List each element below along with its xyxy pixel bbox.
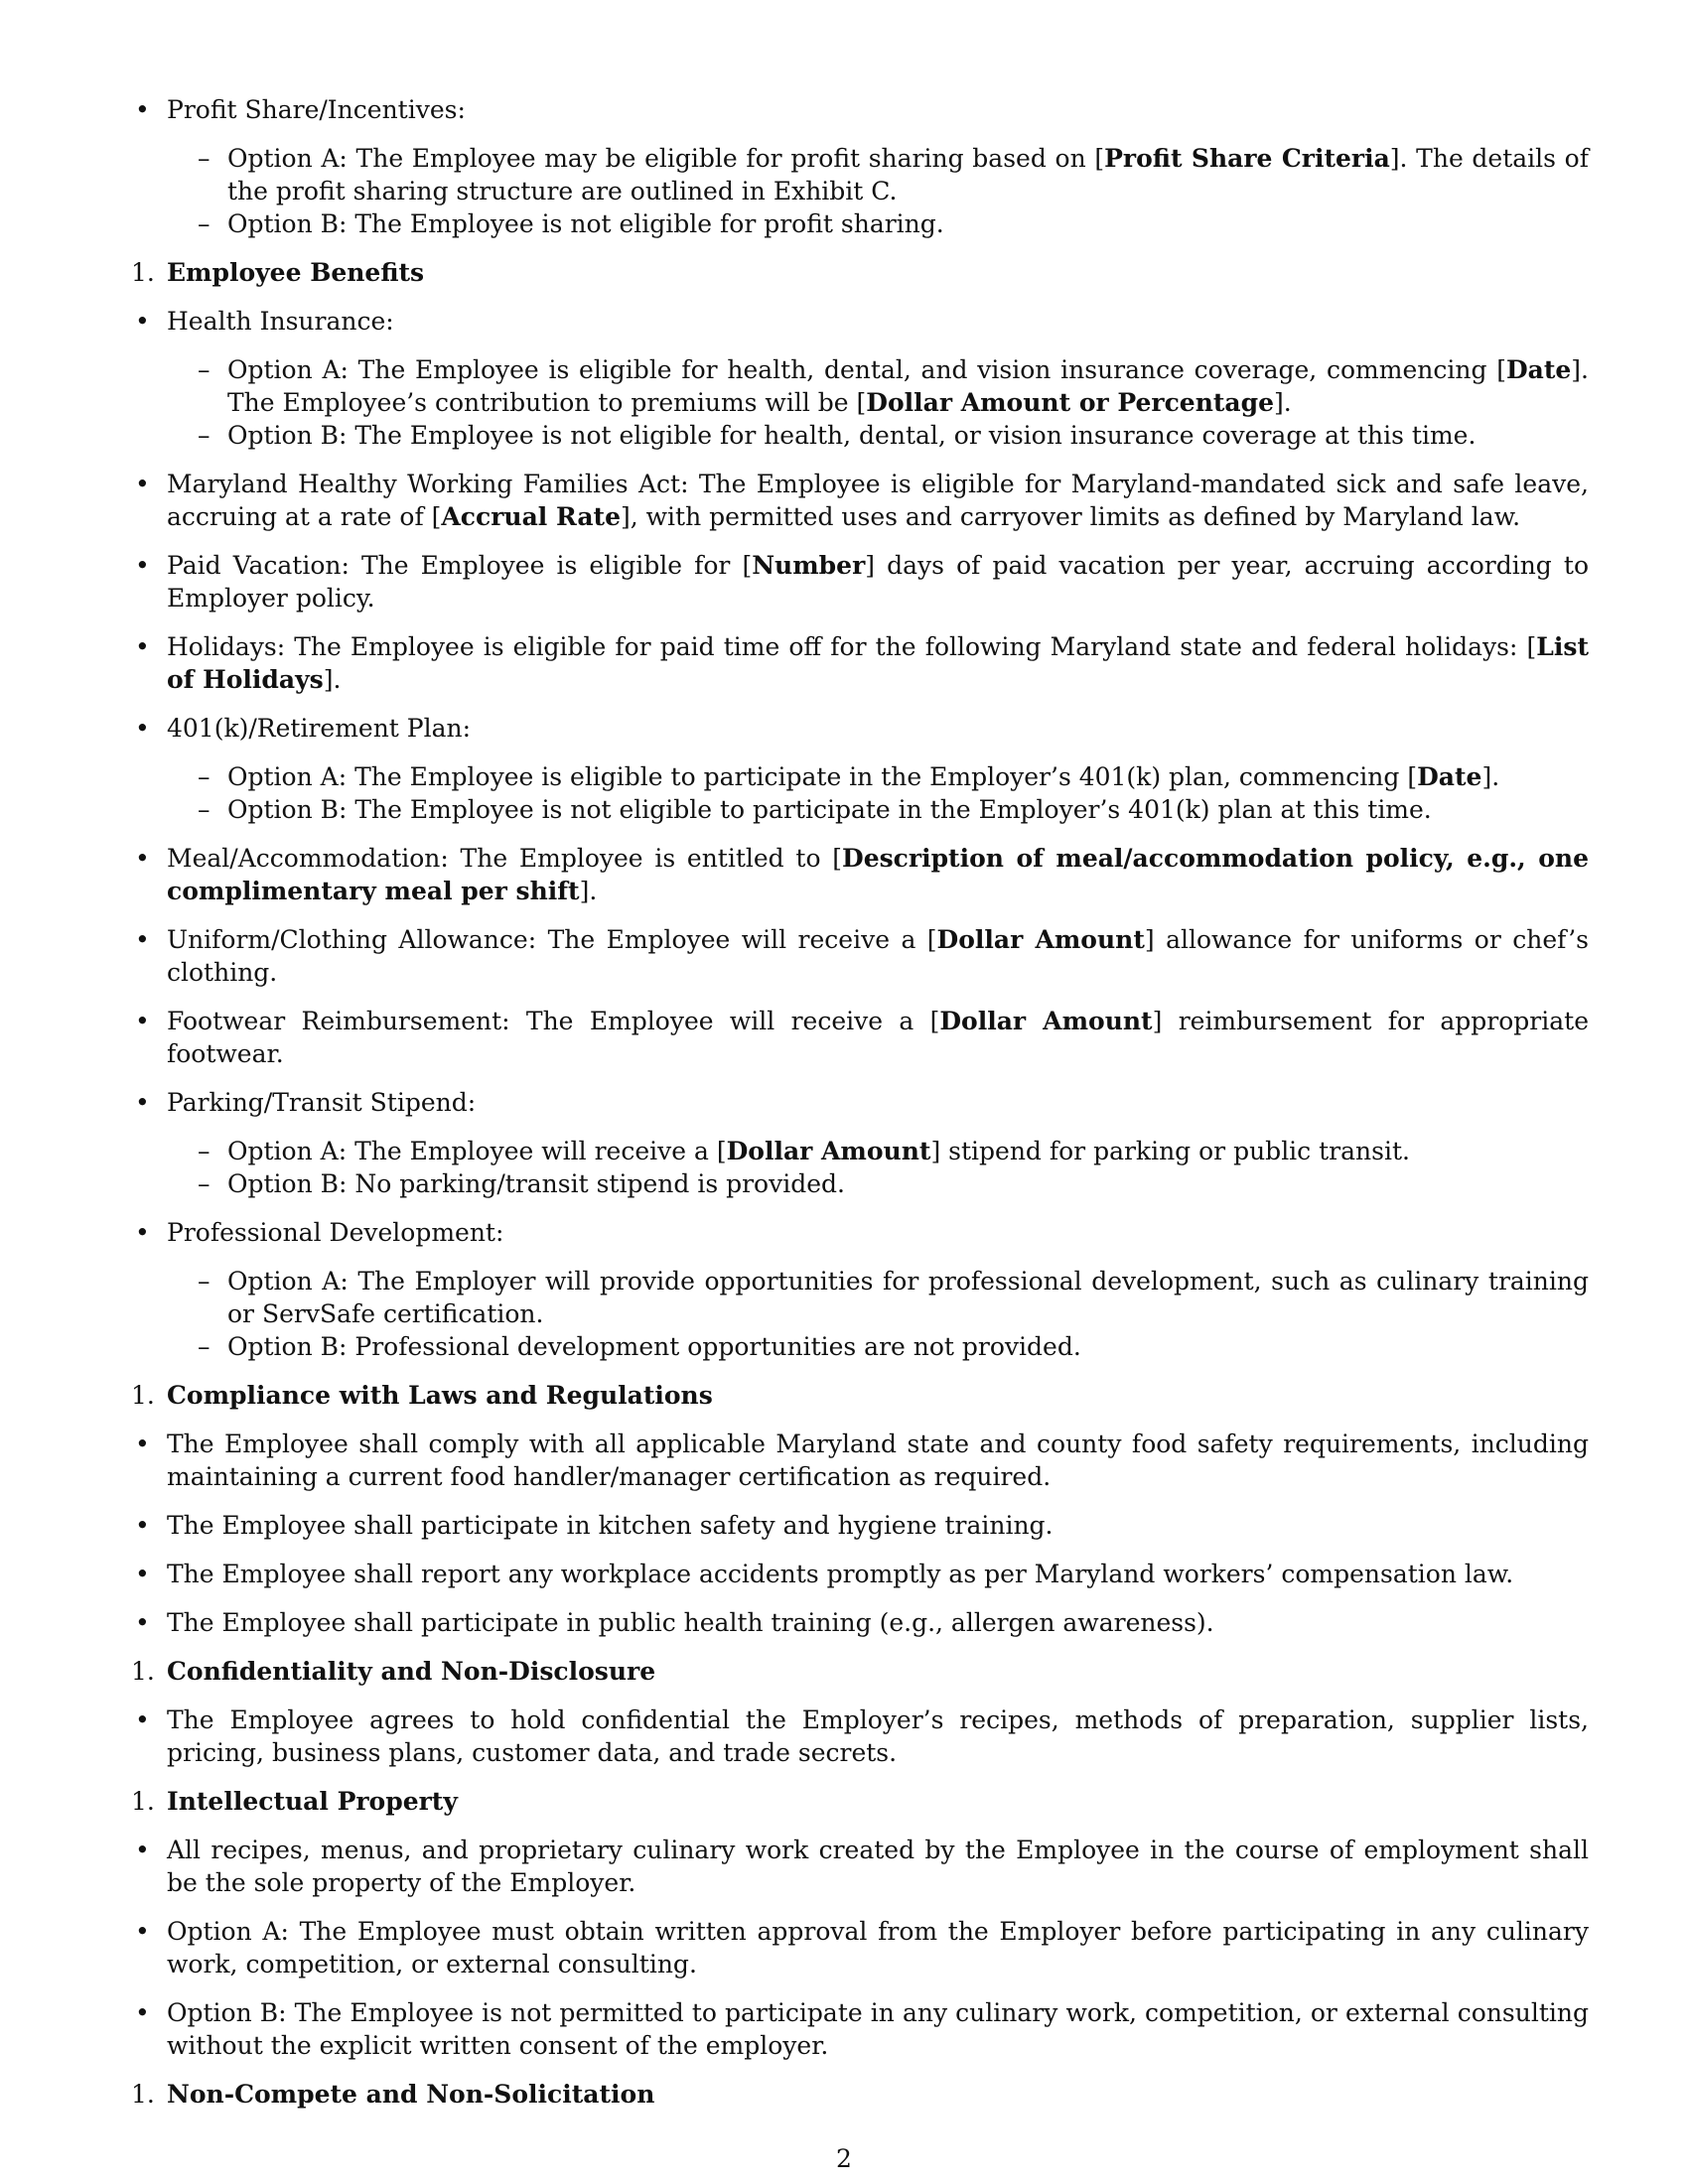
text-run: Option A: The Employee will receive a [: [227, 1137, 727, 1165]
bullet-text: [167, 1216, 1589, 1249]
text-run: Uniform/Clothing Allowance: The Employee will receive a [: [167, 925, 937, 954]
bullet-item: [167, 1428, 1589, 1493]
bullet-item: [167, 1996, 1589, 2062]
text-run: Paid Vacation: The Employee is eligible for [: [167, 551, 753, 580]
section-number: 1.: [131, 258, 155, 287]
bullet-item: [167, 1915, 1589, 1980]
option-list: [167, 1265, 1589, 1363]
bullet-text: [167, 1834, 1589, 1899]
placeholder-field: List of Holidays: [167, 632, 1589, 694]
bullet-text: [167, 1704, 1589, 1769]
bullet-item: [167, 93, 1589, 240]
option-list: [167, 760, 1589, 826]
section-number: 1.: [131, 1657, 155, 1686]
placeholder-field: Dollar Amount: [936, 925, 1145, 954]
bullet-text: [167, 1509, 1589, 1542]
bullet-text: [167, 1606, 1589, 1639]
bullet-text: [167, 305, 1589, 338]
option-item: [227, 1167, 1589, 1200]
option-item: [227, 207, 1589, 240]
text-run: ] stipend for parking or public transit.: [930, 1137, 1410, 1165]
text-run: Option B: Professional development opportunities are not provided.: [227, 1332, 1081, 1361]
text-run: ]. The details of the profit sharing structure are outlined in Exhibit C.: [227, 144, 1589, 205]
text-run: Option B: No parking/transit stipend is provided.: [227, 1169, 845, 1198]
bullet-item: [167, 630, 1589, 696]
text-run: ] reimbursement for appropriate footwear.: [167, 1007, 1589, 1068]
option-item: [227, 1330, 1589, 1363]
text-run: Health Insurance:: [167, 307, 394, 336]
section-title: Non-Compete and Non-Solicitation: [167, 2080, 655, 2109]
bullet-item: [167, 1216, 1589, 1363]
bullet-text: [167, 468, 1589, 533]
bullet-text: [167, 1996, 1589, 2062]
text-run: ]. The Employee’s contribution to premiums will be [: [227, 355, 1589, 417]
placeholder-field: Number: [752, 551, 866, 580]
option-item: [227, 1135, 1589, 1167]
bullet-text: [167, 1005, 1589, 1070]
text-run: The Employee agrees to hold confidential the Employer’s recipes, methods of preparation, supplier lists, pricing, business plans, customer data, and trade secrets.: [167, 1706, 1589, 1767]
option-item: [227, 142, 1589, 207]
placeholder-field: Description of meal/accommodation policy, e.g., one complimentary meal per shift: [167, 844, 1589, 905]
text-run: Professional Development:: [167, 1218, 504, 1247]
bullet-item: [167, 923, 1589, 989]
section-number: 1.: [131, 1381, 155, 1410]
text-run: Option B: The Employee is not eligible for health, dental, or vision insurance coverage at this time.: [227, 421, 1477, 450]
text-run: Maryland Healthy Working Families Act: The Employee is eligible for Maryland-mandated sick and safe leave, accruing at a rate of [: [167, 470, 1589, 531]
option-list: [167, 142, 1589, 240]
bullet-item: [167, 1606, 1589, 1639]
bullet-text: [167, 923, 1589, 989]
section-number: 1.: [131, 2080, 155, 2109]
bullet-item: [167, 468, 1589, 533]
text-run: Option A: The Employee is eligible to participate in the Employer’s 401(k) plan, commencing [: [227, 762, 1418, 791]
text-run: The Employee shall participate in kitchen safety and hygiene training.: [167, 1511, 1054, 1540]
bullet-text: [167, 842, 1589, 907]
section-heading: [131, 256, 1589, 289]
text-run: Footwear Reimbursement: The Employee will receive a [: [167, 1007, 940, 1035]
text-run: Option B: The Employee is not eligible to participate in the Employer’s 401(k) plan at this time.: [227, 795, 1432, 824]
bullet-item: [167, 1834, 1589, 1899]
option-item: [227, 1265, 1589, 1330]
bullet-item: [167, 1005, 1589, 1070]
section-heading: [131, 1379, 1589, 1412]
text-run: ] days of paid vacation per year, accruing according to Employer policy.: [167, 551, 1589, 613]
bullet-item: [167, 842, 1589, 907]
bullet-item: [167, 1509, 1589, 1542]
text-run: 401(k)/Retirement Plan:: [167, 714, 472, 743]
text-run: ], with permitted uses and carryover limits as defined by Maryland law.: [621, 502, 1521, 531]
section-heading: [131, 1655, 1589, 1688]
bullet-text: [167, 93, 1589, 126]
bullet-text: [167, 1558, 1589, 1590]
text-run: The Employee shall participate in public health training (e.g., allergen awareness).: [167, 1608, 1214, 1637]
bullet-item: [167, 712, 1589, 826]
placeholder-field: Accrual Rate: [441, 502, 621, 531]
placeholder-field: Date: [1417, 762, 1482, 791]
placeholder-field: Dollar Amount or Percentage: [866, 388, 1275, 417]
text-run: Parking/Transit Stipend:: [167, 1088, 477, 1117]
section-title: Confidentiality and Non-Disclosure: [167, 1657, 656, 1686]
text-run: Option B: The Employee is not permitted to participate in any culinary work, competition, or external consulting without the explicit written consent of the employer.: [167, 1998, 1589, 2060]
bullet-text: [167, 1428, 1589, 1493]
text-run: The Employee shall comply with all applicable Maryland state and county food safety requirements, including maintaining a current food handler/manager certification as required.: [167, 1430, 1589, 1491]
text-run: All recipes, menus, and proprietary culinary work created by the Employee in the course of employment shall be the sole property of the Employer.: [167, 1836, 1589, 1897]
bullet-text: [167, 1086, 1589, 1119]
bullet-item: [167, 1086, 1589, 1200]
text-run: Option B: The Employee is not eligible for profit sharing.: [227, 209, 944, 238]
text-run: Profit Share/Incentives:: [167, 95, 466, 124]
placeholder-field: Date: [1505, 355, 1572, 384]
section-title: Compliance with Laws and Regulations: [167, 1381, 713, 1410]
text-run: Option A: The Employer will provide opportunities for professional development, such as culinary training or ServSafe certification.: [227, 1267, 1589, 1328]
page-number: 2: [836, 2144, 852, 2173]
text-run: ] allowance for uniforms or chef’s clothing.: [167, 925, 1589, 987]
placeholder-field: Dollar Amount: [939, 1007, 1153, 1035]
placeholder-field: Dollar Amount: [726, 1137, 931, 1165]
bullet-text: [167, 549, 1589, 614]
section-number: 1.: [131, 1787, 155, 1816]
section-title: Intellectual Property: [167, 1787, 458, 1816]
option-list: [167, 353, 1589, 452]
text-run: Holidays: The Employee is eligible for paid time off for the following Maryland state and federal holidays: [: [167, 632, 1537, 661]
text-run: Meal/Accommodation: The Employee is entitled to [: [167, 844, 843, 873]
placeholder-field: Profit Share Criteria: [1104, 144, 1390, 173]
text-run: Option A: The Employee may be eligible for profit sharing based on: [227, 144, 1095, 173]
bullet-text: [167, 630, 1589, 696]
option-list: [167, 1135, 1589, 1200]
bullet-item: [167, 305, 1589, 452]
bullet-item: [167, 1704, 1589, 1769]
document-body: [131, 93, 1589, 2111]
option-item: [227, 353, 1589, 419]
section-title: Employee Benefits: [167, 258, 425, 287]
text-run: ].: [1481, 762, 1500, 791]
text-run: ].: [579, 877, 598, 905]
text-run: The Employee shall report any workplace accidents promptly as per Maryland workers’ compensation law.: [167, 1560, 1514, 1588]
text-run: ].: [323, 665, 342, 694]
bullet-text: [167, 712, 1589, 745]
bullet-item: [167, 1558, 1589, 1590]
option-item: [227, 793, 1589, 826]
text-run: ].: [1274, 388, 1292, 417]
text-run: Option A: The Employee is eligible for health, dental, and vision insurance coverage, commencing [: [227, 355, 1506, 384]
option-item: [227, 419, 1589, 452]
section-heading: [131, 1785, 1589, 1818]
bullet-text: [167, 1915, 1589, 1980]
text-run: Option A: The Employee must obtain written approval from the Employer before participating in any culinary work, competition, or external consulting.: [167, 1917, 1589, 1979]
bullet-item: [167, 549, 1589, 614]
text-run: [: [1094, 144, 1105, 173]
section-heading: [131, 2078, 1589, 2111]
option-item: [227, 760, 1589, 793]
